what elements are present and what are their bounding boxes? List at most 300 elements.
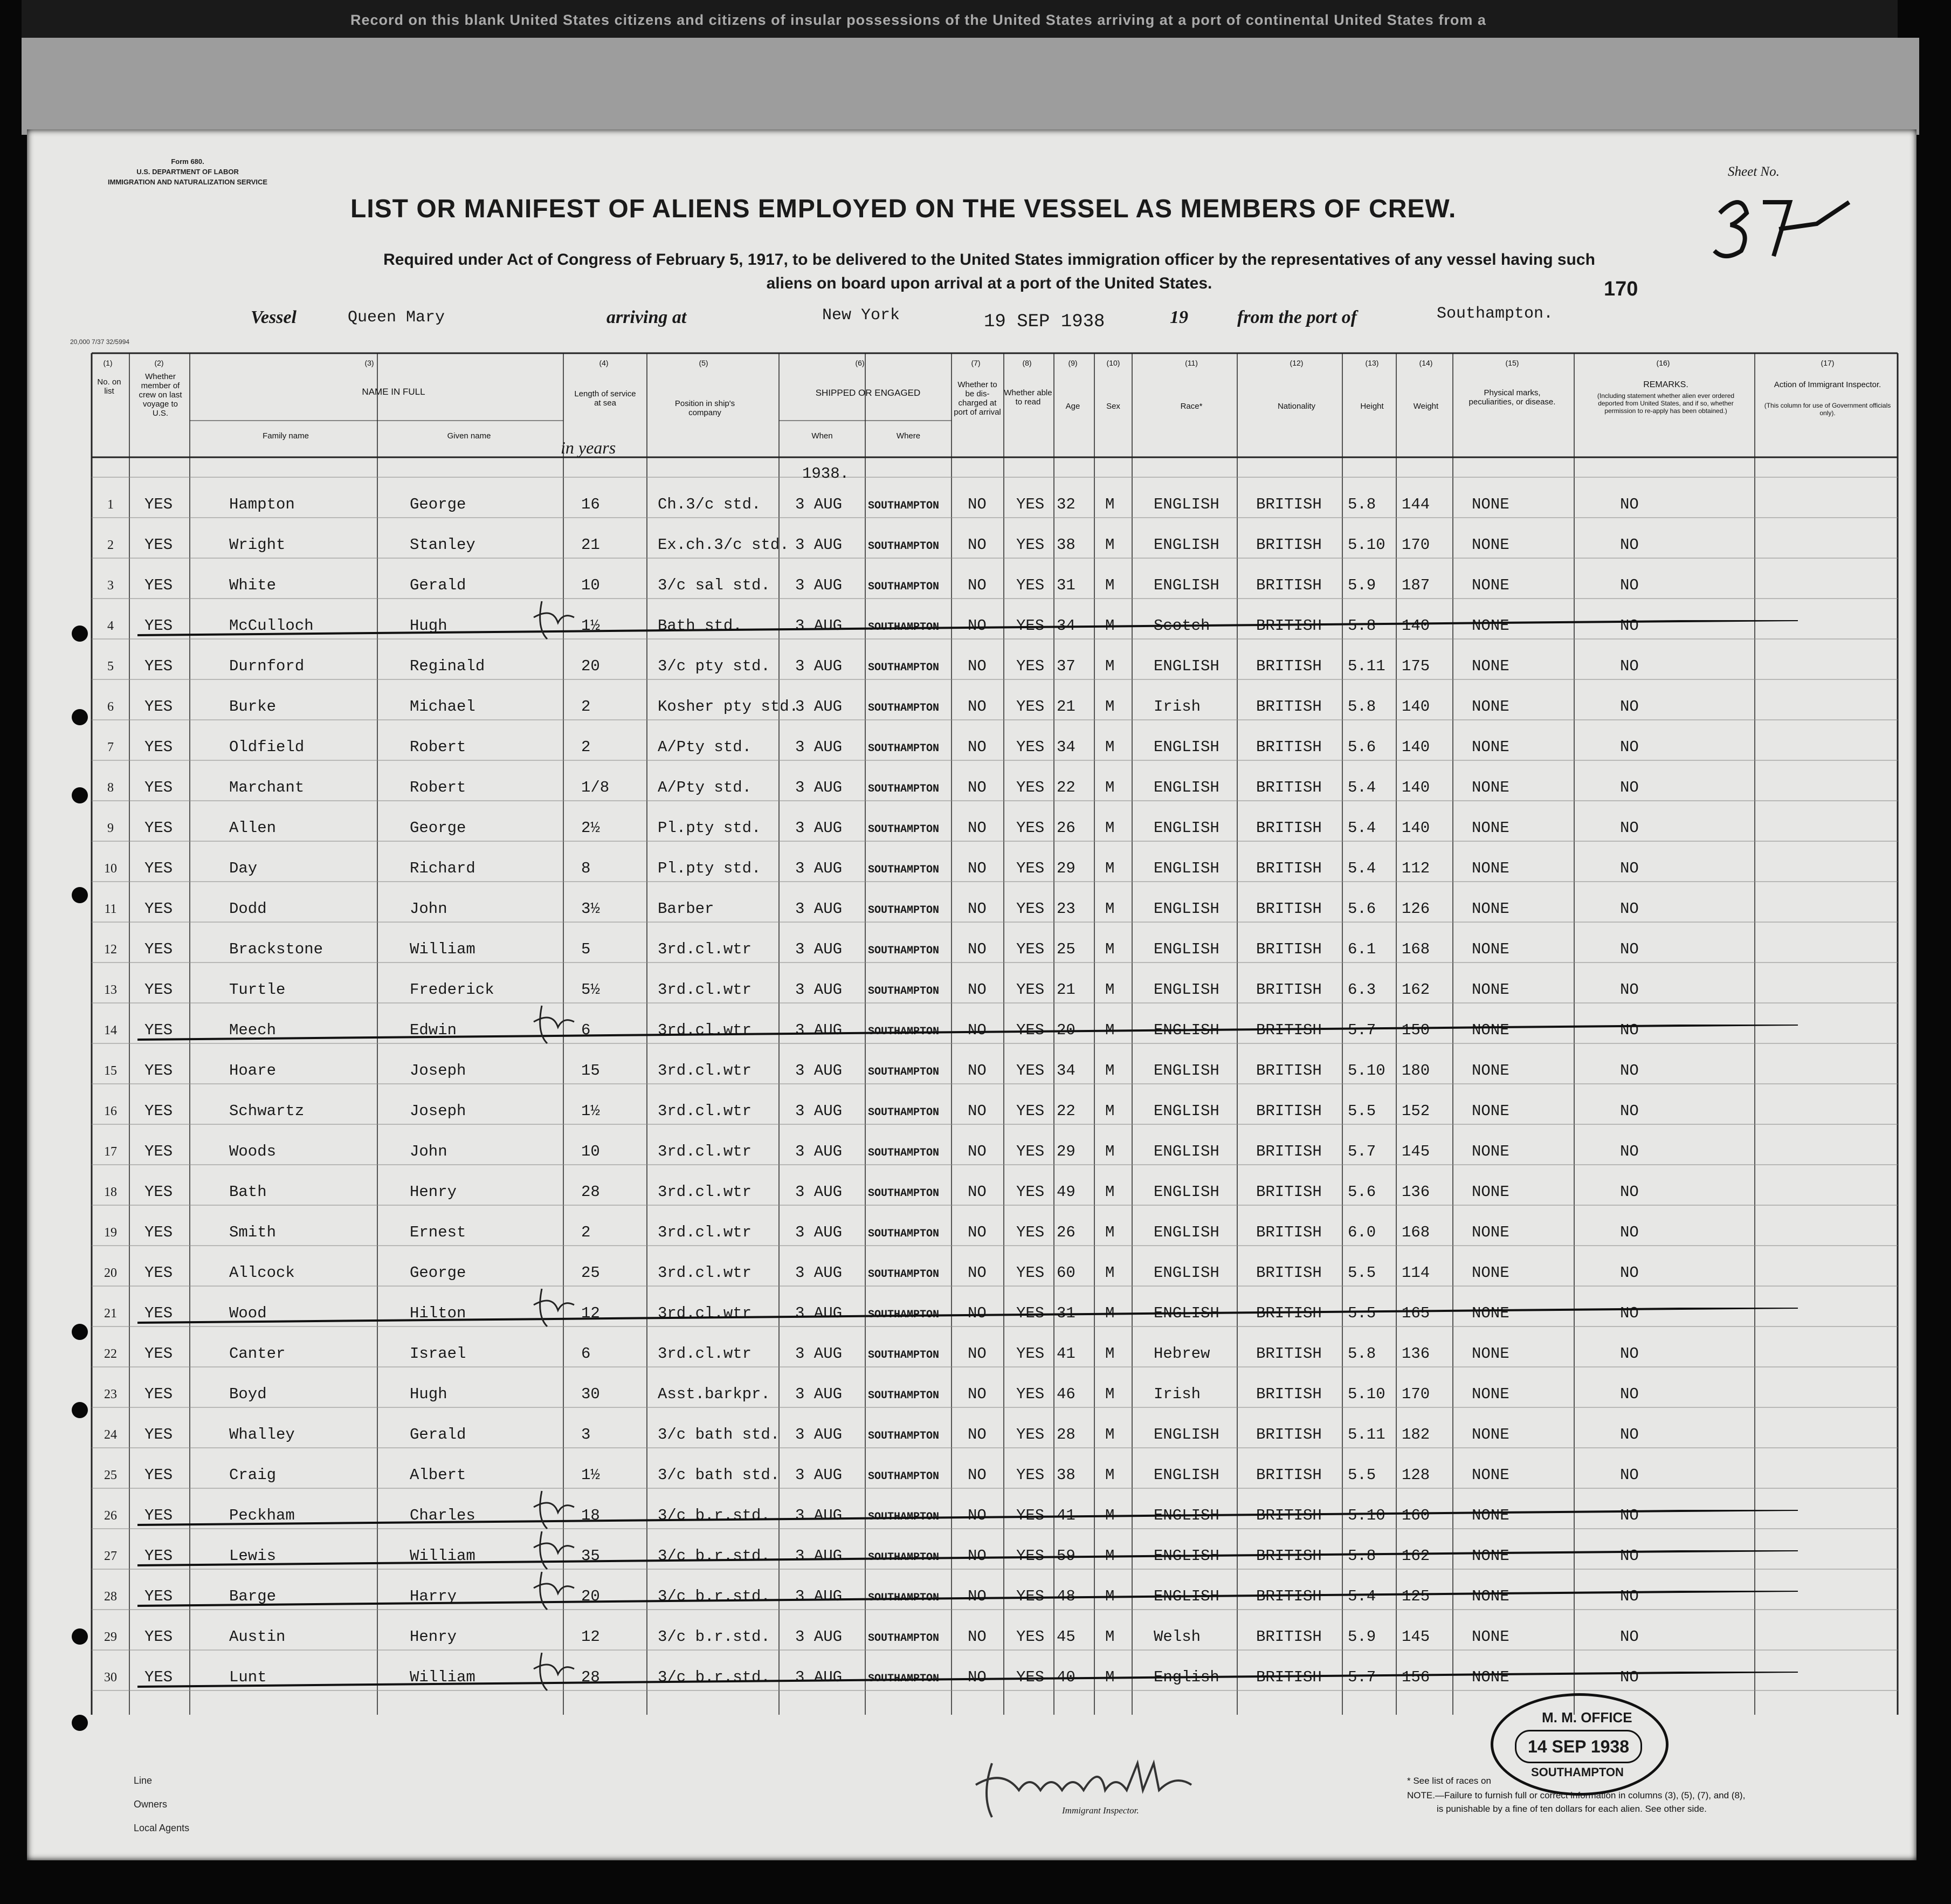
punch-hole (72, 787, 88, 803)
nationality-cell: BRITISH (1256, 779, 1322, 796)
discharged-cell: NO (968, 536, 987, 554)
row-number: 24 (104, 1428, 117, 1442)
service-cell: 6 (581, 1345, 591, 1363)
given-name-cell: Hilton (410, 1304, 466, 1322)
where-cell: SOUTHAMPTON (868, 783, 940, 795)
nationality-cell: BRITISH (1256, 1587, 1322, 1605)
discharged-cell: NO (968, 1466, 987, 1484)
discharged-cell: NO (968, 1102, 987, 1120)
row-number: 21 (104, 1307, 117, 1321)
read-cell: YES (1016, 1021, 1045, 1039)
nationality-cell: BRITISH (1256, 1021, 1322, 1039)
nationality-cell: BRITISH (1256, 1345, 1322, 1363)
where-cell: SOUTHAMPTON (868, 1632, 940, 1645)
given-name-cell: Richard (410, 860, 475, 877)
position-cell: 3rd.cl.wtr (658, 1223, 752, 1241)
position-cell: A/Pty std. (658, 779, 752, 796)
given-name-cell: William (410, 1668, 475, 1686)
position-cell: 3/c b.r.std. (658, 1668, 770, 1686)
when-cell: 3 AUG (795, 779, 843, 796)
punch-hole (72, 709, 88, 725)
age-cell: 21 (1057, 698, 1076, 716)
age-cell: 31 (1057, 1304, 1076, 1322)
member-cell: YES (144, 657, 173, 675)
when-cell: 3 AUG (795, 576, 843, 594)
age-cell: 32 (1057, 496, 1076, 513)
position-cell: 3/c b.r.std. (658, 1587, 770, 1605)
discharged-cell: NO (968, 981, 987, 999)
family-name-cell: Day (229, 860, 258, 877)
row-number: 30 (104, 1671, 117, 1685)
marks-cell: NONE (1472, 617, 1509, 635)
nationality-cell: BRITISH (1256, 1668, 1322, 1686)
marks-cell: NONE (1472, 1668, 1509, 1686)
age-cell: 38 (1057, 1466, 1076, 1484)
height-cell: 5.8 (1348, 1547, 1376, 1565)
service-cell: 20 (581, 657, 600, 675)
race-cell: ENGLISH (1154, 1507, 1219, 1524)
weight-cell: 150 (1402, 1021, 1430, 1039)
nationality-cell: BRITISH (1256, 536, 1322, 554)
marks-cell: NONE (1472, 536, 1509, 554)
height-cell: 5.7 (1348, 1143, 1376, 1160)
family-name-cell: Smith (229, 1223, 277, 1241)
sex-cell: M (1105, 1062, 1115, 1080)
given-name-cell: William (410, 940, 475, 958)
sex-cell: M (1105, 1102, 1115, 1120)
remarks-cell: NO (1620, 1668, 1639, 1686)
age-cell: 22 (1057, 779, 1076, 796)
service-cell: 10 (581, 576, 600, 594)
family-name-cell: Bath (229, 1183, 267, 1201)
position-cell: Pl.pty std. (658, 860, 761, 877)
given-name-cell: Henry (410, 1628, 457, 1646)
col8-header: Whether able to read (1004, 388, 1052, 407)
weight-cell: 136 (1402, 1345, 1430, 1363)
race-cell: ENGLISH (1154, 981, 1219, 999)
family-name-cell: Peckham (229, 1507, 295, 1524)
race-cell: ENGLISH (1154, 860, 1219, 877)
col12-number: (12) (1290, 359, 1304, 367)
remarks-cell: NO (1620, 1628, 1639, 1646)
sex-cell: M (1105, 940, 1115, 958)
subtitle-line-2: aliens on board upon arrival at a port of the United States. (766, 274, 1212, 292)
race-cell: ENGLISH (1154, 1062, 1219, 1080)
col4-number: (4) (599, 359, 609, 367)
where-cell: SOUTHAMPTON (868, 864, 940, 876)
discharged-cell: NO (968, 1223, 987, 1241)
marks-cell: NONE (1472, 1304, 1509, 1322)
service-cell: 12 (581, 1304, 600, 1322)
col17-header: Action of Immigrant Inspector. (1774, 380, 1881, 389)
service-cell: 5 (581, 940, 591, 958)
sex-cell: M (1105, 860, 1115, 877)
race-cell: Irish (1154, 1385, 1201, 1403)
member-cell: YES (144, 1304, 173, 1322)
sex-cell: M (1105, 1143, 1115, 1160)
sex-cell: M (1105, 819, 1115, 837)
sex-cell: M (1105, 657, 1115, 675)
initials-mark (531, 1283, 580, 1332)
nationality-cell: BRITISH (1256, 940, 1322, 958)
row-number: 4 (107, 619, 114, 633)
read-cell: YES (1016, 698, 1045, 716)
remarks-cell: NO (1620, 1345, 1639, 1363)
remarks-cell: NO (1620, 1385, 1639, 1403)
position-cell: 3/c b.r.std. (658, 1628, 770, 1646)
arriving-label: arriving at (606, 307, 687, 327)
remarks-cell: NO (1620, 1587, 1639, 1605)
col16-header: REMARKS. (1643, 380, 1688, 389)
row-number: 10 (104, 862, 117, 876)
col12-header: Nationality (1277, 402, 1316, 411)
remarks-cell: NO (1620, 1264, 1639, 1282)
read-cell: YES (1016, 1223, 1045, 1241)
service-cell: 12 (581, 1628, 600, 1646)
read-cell: YES (1016, 860, 1045, 877)
family-name-cell: Allen (229, 819, 277, 837)
read-cell: YES (1016, 940, 1045, 958)
discharged-cell: NO (968, 1628, 987, 1646)
marks-cell: NONE (1472, 900, 1509, 918)
footer-owners-label: Owners (134, 1799, 168, 1810)
remarks-cell: NO (1620, 1062, 1639, 1080)
sex-cell: M (1105, 1223, 1115, 1241)
penalty-note-1: NOTE.—Failure to furnish full or correct information in columns (3), (5), (7), and (8), (1407, 1790, 1746, 1800)
marks-cell: NONE (1472, 779, 1509, 796)
family-name-cell: McCulloch (229, 617, 314, 635)
marks-cell: NONE (1472, 1587, 1509, 1605)
form-number: Form 680. (171, 157, 204, 166)
read-cell: YES (1016, 981, 1045, 999)
footer-line-label: Line (134, 1775, 153, 1786)
family-name-cell: Lunt (229, 1668, 267, 1686)
col3-given-header: Given name (447, 431, 491, 441)
service-cell: 2 (581, 738, 591, 756)
position-cell: 3/c b.r.std. (658, 1507, 770, 1524)
where-cell: SOUTHAMPTON (868, 1026, 940, 1038)
sex-cell: M (1105, 1183, 1115, 1201)
row-number: 6 (107, 700, 114, 714)
races-note: * See list of races on (1407, 1776, 1491, 1786)
race-cell: ENGLISH (1154, 1304, 1219, 1322)
when-cell: 3 AUG (795, 1223, 843, 1241)
height-cell: 5.5 (1348, 1102, 1376, 1120)
sex-cell: M (1105, 698, 1115, 716)
col17-subheader: (This column for use of Government officials only). (1764, 402, 1891, 417)
page-number: 170 (1604, 278, 1638, 300)
position-cell: 3rd.cl.wtr (658, 940, 752, 958)
sex-cell: M (1105, 1021, 1115, 1039)
discharged-cell: NO (968, 496, 987, 513)
sex-cell: M (1105, 1587, 1115, 1605)
strike-through-line (137, 1025, 1943, 1046)
family-name-cell: Whalley (229, 1426, 295, 1444)
remarks-cell: NO (1620, 1426, 1639, 1444)
punch-hole (72, 625, 88, 642)
remarks-cell: NO (1620, 738, 1639, 756)
family-name-cell: Wright (229, 536, 286, 554)
col10-number: (10) (1106, 359, 1120, 367)
col7-header: Whether to be dis-charged at port of arrival (954, 380, 1001, 417)
read-cell: YES (1016, 657, 1045, 675)
strike-through-line (137, 1550, 1943, 1572)
initials-mark (531, 1566, 580, 1615)
service-cell: 1/8 (581, 779, 610, 796)
race-cell: ENGLISH (1154, 1143, 1219, 1160)
remarks-cell: NO (1620, 900, 1639, 918)
vessel-name: Queen Mary (348, 308, 445, 327)
age-cell: 29 (1057, 860, 1076, 877)
marks-cell: NONE (1472, 496, 1509, 513)
position-cell: 3rd.cl.wtr (658, 1062, 752, 1080)
position-cell: 3/c pty std. (658, 657, 770, 675)
where-cell: SOUTHAMPTON (868, 1309, 940, 1321)
member-cell: YES (144, 698, 173, 716)
marks-cell: NONE (1472, 1062, 1509, 1080)
nationality-cell: BRITISH (1256, 900, 1322, 918)
strike-through-line (137, 1510, 1943, 1531)
remarks-cell: NO (1620, 536, 1639, 554)
col14-number: (14) (1419, 359, 1433, 367)
weight-cell: 162 (1402, 1547, 1430, 1565)
discharged-cell: NO (968, 738, 987, 756)
weight-cell: 140 (1402, 779, 1430, 796)
weight-cell: 170 (1402, 1385, 1430, 1403)
given-name-cell: Joseph (410, 1102, 466, 1120)
discharged-cell: NO (968, 1304, 987, 1322)
race-cell: ENGLISH (1154, 496, 1219, 513)
where-cell: SOUTHAMPTON (868, 581, 940, 593)
position-cell: A/Pty std. (658, 738, 752, 756)
discharged-cell: NO (968, 1021, 987, 1039)
remarks-cell: NO (1620, 1021, 1639, 1039)
height-cell: 5.7 (1348, 1021, 1376, 1039)
col10-header: Sex (1106, 402, 1120, 411)
when-cell: 3 AUG (795, 738, 843, 756)
page-title: LIST OR MANIFEST OF ALIENS EMPLOYED ON THE VESSEL AS MEMBERS OF CREW. (350, 195, 1457, 223)
remarks-cell: NO (1620, 1183, 1639, 1201)
weight-cell: 187 (1402, 576, 1430, 594)
initials-mark (531, 596, 580, 644)
read-cell: YES (1016, 1668, 1045, 1686)
service-cell: 28 (581, 1183, 600, 1201)
height-cell: 5.4 (1348, 1587, 1376, 1605)
punch-hole (72, 1402, 88, 1418)
service-cell: 30 (581, 1385, 600, 1403)
read-cell: YES (1016, 1628, 1045, 1646)
nationality-cell: BRITISH (1256, 1547, 1322, 1565)
nationality-cell: BRITISH (1256, 1223, 1322, 1241)
when-cell: 3 AUG (795, 1304, 843, 1322)
marks-cell: NONE (1472, 1264, 1509, 1282)
row-number: 3 (107, 579, 114, 593)
height-cell: 5.8 (1348, 496, 1376, 513)
when-cell: 3 AUG (795, 1143, 843, 1160)
age-cell: 48 (1057, 1587, 1076, 1605)
weight-cell: 175 (1402, 657, 1430, 675)
position-cell: 3rd.cl.wtr (658, 1345, 752, 1363)
given-name-cell: Reginald (410, 657, 485, 675)
given-name-cell: Henry (410, 1183, 457, 1201)
when-cell: 3 AUG (795, 981, 843, 999)
given-name-cell: John (410, 1143, 447, 1160)
read-cell: YES (1016, 1507, 1045, 1524)
where-cell: SOUTHAMPTON (868, 500, 940, 512)
arriving-port: New York (822, 306, 900, 325)
nationality-cell: BRITISH (1256, 1102, 1322, 1120)
sex-cell: M (1105, 738, 1115, 756)
age-cell: 34 (1057, 738, 1076, 756)
family-name-cell: White (229, 576, 277, 594)
member-cell: YES (144, 617, 173, 635)
race-cell: ENGLISH (1154, 536, 1219, 554)
when-cell: 3 AUG (795, 860, 843, 877)
age-cell: 34 (1057, 1062, 1076, 1080)
service-cell: 35 (581, 1547, 600, 1565)
row-number: 28 (104, 1590, 117, 1604)
weight-cell: 114 (1402, 1264, 1430, 1282)
marks-cell: NONE (1472, 1345, 1509, 1363)
col9-header: Age (1065, 402, 1080, 411)
punch-hole (72, 1715, 88, 1731)
service-cell: 1½ (581, 1466, 600, 1484)
remarks-cell: NO (1620, 1223, 1639, 1241)
weight-cell: 128 (1402, 1466, 1430, 1484)
height-cell: 5.6 (1348, 900, 1376, 918)
member-cell: YES (144, 1426, 173, 1444)
discharged-cell: NO (968, 1426, 987, 1444)
service-cell: 21 (581, 536, 600, 554)
nationality-cell: BRITISH (1256, 1466, 1322, 1484)
remarks-cell: NO (1620, 1547, 1639, 1565)
read-cell: YES (1016, 576, 1045, 594)
given-name-cell: Hugh (410, 617, 447, 635)
row-number: 17 (104, 1145, 117, 1159)
nationality-cell: BRITISH (1256, 657, 1322, 675)
initials-mark (531, 1647, 580, 1696)
where-cell: SOUTHAMPTON (868, 1511, 940, 1523)
remarks-cell: NO (1620, 576, 1639, 594)
race-cell: ENGLISH (1154, 738, 1219, 756)
service-cell: 3 (581, 1426, 591, 1444)
given-name-cell: Harry (410, 1587, 457, 1605)
height-cell: 5.9 (1348, 1628, 1376, 1646)
height-cell: 5.4 (1348, 779, 1376, 796)
where-cell: SOUTHAMPTON (868, 1106, 940, 1119)
weight-cell: 162 (1402, 981, 1430, 999)
given-name-cell: Michael (410, 698, 475, 716)
row-number: 25 (104, 1468, 117, 1482)
member-cell: YES (144, 940, 173, 958)
weight-cell: 168 (1402, 940, 1430, 958)
read-cell: YES (1016, 1587, 1045, 1605)
remarks-cell: NO (1620, 617, 1639, 635)
service-cell: 3½ (581, 900, 600, 918)
age-cell: 23 (1057, 900, 1076, 918)
height-cell: 5.4 (1348, 819, 1376, 837)
given-name-cell: George (410, 1264, 466, 1282)
position-cell: 3/c bath std. (658, 1426, 780, 1444)
height-cell: 5.5 (1348, 1264, 1376, 1282)
height-cell: 5.6 (1348, 738, 1376, 756)
position-cell: 3rd.cl.wtr (658, 1143, 752, 1160)
sex-cell: M (1105, 1547, 1115, 1565)
punch-hole (72, 887, 88, 903)
footer-agents-label: Local Agents (134, 1823, 190, 1833)
where-cell: SOUTHAMPTON (868, 743, 940, 755)
weight-cell: 140 (1402, 738, 1430, 756)
when-cell: 3 AUG (795, 1547, 843, 1565)
family-name-cell: Allcock (229, 1264, 295, 1282)
given-name-cell: Hugh (410, 1385, 447, 1403)
where-cell: SOUTHAMPTON (868, 1228, 940, 1240)
col4-header: Length of service at sea (574, 389, 636, 408)
discharged-cell: NO (968, 576, 987, 594)
where-cell: SOUTHAMPTON (868, 1187, 940, 1200)
height-cell: 5.5 (1348, 1304, 1376, 1322)
remarks-cell: NO (1620, 698, 1639, 716)
punch-hole (72, 1628, 88, 1645)
where-cell: SOUTHAMPTON (868, 1349, 940, 1362)
read-cell: YES (1016, 1466, 1045, 1484)
when-cell: 3 AUG (795, 1102, 843, 1120)
nationality-cell: BRITISH (1256, 738, 1322, 756)
when-cell: 3 AUG (795, 819, 843, 837)
family-name-cell: Wood (229, 1304, 267, 1322)
given-name-cell: Stanley (410, 536, 475, 554)
remarks-cell: NO (1620, 819, 1639, 837)
race-cell: English (1154, 1668, 1219, 1686)
discharged-cell: NO (968, 657, 987, 675)
weight-cell: 140 (1402, 698, 1430, 716)
nationality-cell: BRITISH (1256, 981, 1322, 999)
read-cell: YES (1016, 617, 1045, 635)
row-number: 20 (104, 1266, 117, 1280)
marks-cell: NONE (1472, 1183, 1509, 1201)
sex-cell: M (1105, 1668, 1115, 1686)
when-cell: 3 AUG (795, 1426, 843, 1444)
read-cell: YES (1016, 536, 1045, 554)
discharged-cell: NO (968, 779, 987, 796)
given-name-cell: George (410, 496, 466, 513)
row-number: 7 (107, 740, 114, 754)
discharged-cell: NO (968, 860, 987, 877)
position-cell: Ex.ch.3/c std. (658, 536, 789, 554)
service-cell: 1½ (581, 1102, 600, 1120)
marks-cell: NONE (1472, 1223, 1509, 1241)
year-label: 19 (1170, 307, 1188, 327)
service-cell: 6 (581, 1021, 591, 1039)
discharged-cell: NO (968, 1507, 987, 1524)
discharged-cell: NO (968, 940, 987, 958)
family-name-cell: Schwartz (229, 1102, 305, 1120)
member-cell: YES (144, 1547, 173, 1565)
height-cell: 5.8 (1348, 1345, 1376, 1363)
service-cell: 16 (581, 496, 600, 513)
when-cell: 3 AUG (795, 496, 843, 513)
where-cell: SOUTHAMPTON (868, 1592, 940, 1604)
when-cell: 3 AUG (795, 1507, 843, 1524)
where-cell: SOUTHAMPTON (868, 621, 940, 634)
marks-cell: NONE (1472, 1021, 1509, 1039)
when-cell: 3 AUG (795, 1345, 843, 1363)
read-cell: YES (1016, 779, 1045, 796)
when-cell: 3 AUG (795, 1264, 843, 1282)
nationality-cell: BRITISH (1256, 1426, 1322, 1444)
position-cell: Pl.pty std. (658, 819, 761, 837)
weight-cell: 126 (1402, 900, 1430, 918)
